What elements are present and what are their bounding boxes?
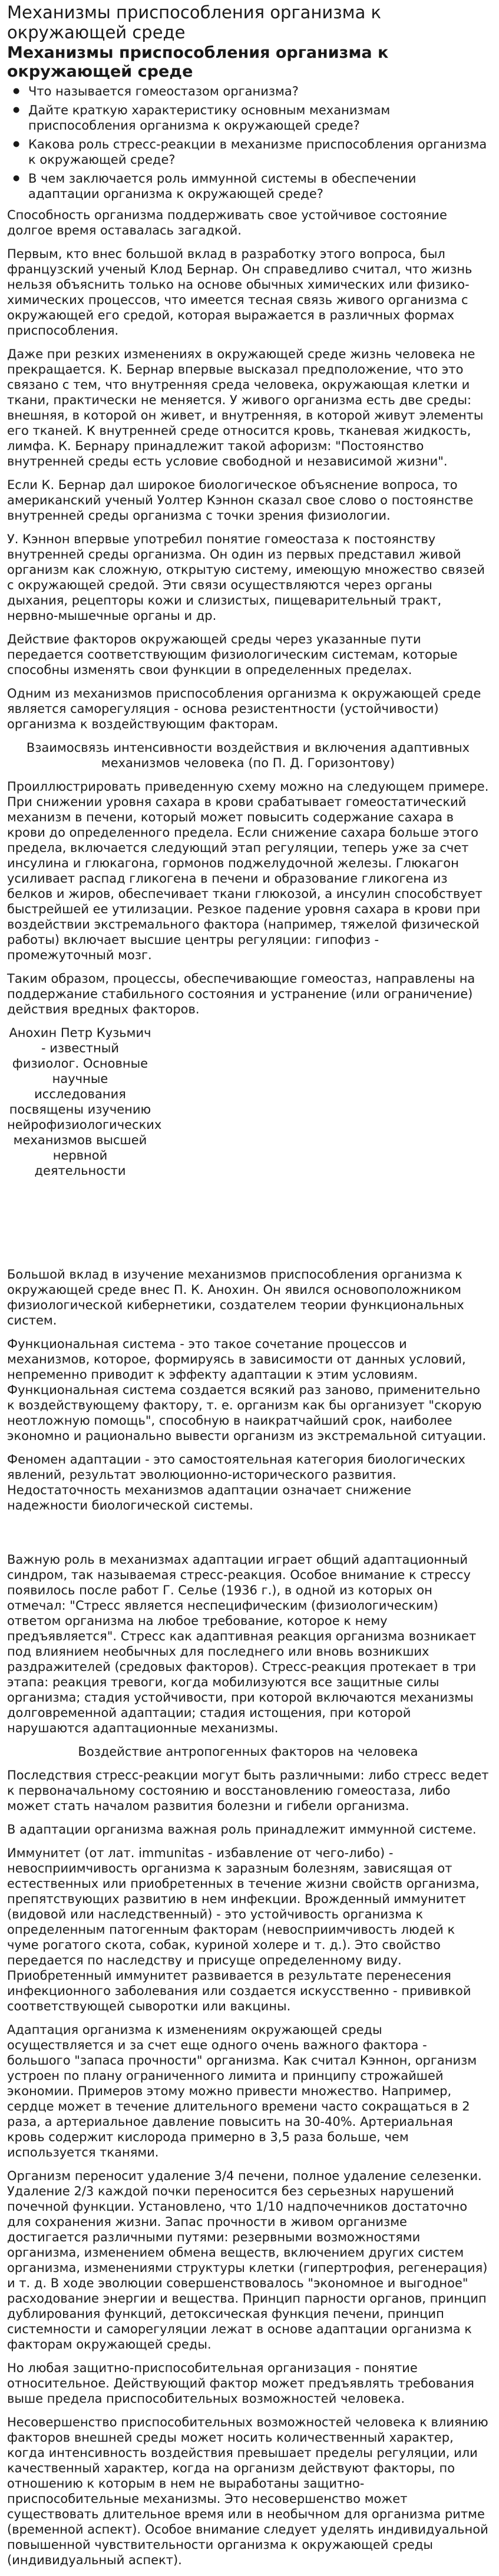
paragraph: Первым, кто внес большой вклад в разработку этого вопроса, был французский ученый Клод Бернар. Он справедливо считал, что жизнь нельзя объяснить только на основе обычных химических или физико-химических процессов, что имеется тесная связь живого организма с окружающей его средой, которая выражается в различных формах приспособления. [7, 247, 472, 338]
paragraph: Если К. Бернар дал широкое биологическое объяснение вопроса, то американский ученый Уолтер Кэннон сказал свое слово о постоянстве внутренней среды организма с точки зрения физиологии. [7, 478, 474, 523]
paragraph: Даже при резких изменениях в окружающей среде жизнь человека не прекращается. К. Бернар впервые высказал предположение, что это связано с тем, что внутренняя среда человека, окружающая клетки и ткани, практически не меняется. У живого организма есть две среды: внешняя, в которой он живет, и внутренняя, в которой живут элементы его тканей. К внутренней среде относится кровь, тканевая жидкость, лимфа. К. Бернару принадлежит такой афоризм: "Постоянство внутренней среды есть условие свободной и независимой жизни". [7, 347, 484, 468]
paragraph: Проиллюстрировать приведенную схему можно на следующем примере. При снижении уровня сахара в крови срабатывает гомеостатический механизм в печени, который может повысить содержание сахара в крови до определенного предела. Если снижение сахара больше этого предела, включается следующий этап регуляции, теперь уже за счет инсулина и глюкагона, гормонов поджелудочной железы. Глюкагон усиливает распад гликогена в печени и образование гликогена из белков и жиров, обеспечивает ткани глюкозой, а инсулин способствует быстрейшей ее утилизации. Резкое падение уровня сахара в крови при воздействии экстремального фактора (например, тяжелой физической работы) включает высшие центры регуляции: гипофиз - промежуточный мозг. [7, 780, 489, 962]
paragraph: Большой вклад в изучение механизмов приспособления организма к окружающей среде внес П. К. Анохин. Он явился основоположником физиологической кибернетики, создателем теории функциональных систем. [7, 1267, 464, 1327]
paragraph: Феномен адаптации - это самостоятельная категория биологических явлений, результат эволюционно-исторического развития. Недостаточность механизмов адаптации означает снижение надежности биологической системы. [7, 1452, 465, 1512]
portrait-placeholder [7, 1178, 489, 1267]
paragraph: Но любая защитно-приспособительная организация - понятие относительное. Действующий фактор может предъявлять требования выше предела приспособительных возможностей человека. [7, 2361, 474, 2406]
list-item: ● В чем заключается роль иммунной системы в обеспечении адаптации организма к окружающей среде? [28, 171, 489, 202]
paragraph: В адаптации организма важная роль принадлежит иммунной системе. [7, 1822, 477, 1837]
paragraph: Организм переносит удаление 3/4 печени, полное удаление селезенки. Удаление 2/3 каждой почки переносится без серьезных нарушений почечной функции. Установлено, что 1/10 надпочечников достаточно для сохранения жизни. Запас прочности в живом организме достигается различными путями: резервными возможностями организма, изменением обмена веществ, включением других систем организма, изменениями структуры клетки (гипертрофия, регенерация) и т. д. В ходе эволюции совершенствовалось "экономное и выгодное" расходование энергии и вещества. Принцип парности органов, принцип дублирования функций, детоксическая функция печени, принцип системности и саморегуляции лежат в основе адаптации организма к факторам окружающей среды. [7, 2169, 488, 2352]
list-item: ● Что называется гомеостазом организма? [28, 84, 489, 99]
paragraph: Несовершенство приспособительных возможностей человека к влиянию факторов внешней среды может носить количественный характер, когда интенсивность воздействия превышает пределы регуляции, или качественный характер, когда на организм действуют факторы, по отношению к которым в нем не выработаны защитно-приспособительные механизмы. Это несовершенство может существовать длительное время или в необычном для организма ритме (временной аспект). Особое внимание следует уделять индивидуальной повышенной чувствительности организма к окружающей среды (индивидуальный аспект). [7, 2415, 488, 2567]
article [7, 0, 489, 2576]
paragraph: У. Кэннон впервые употребил понятие гомеостаза к постоянству внутренней среды организма. Он один из первых представил живой организм как сложную, открытую систему, имеющую множество связей с окружающей средой. Эти связи осуществляются через органы дыхания, рецепторы кожи и слизистых, пищеварительный тракт, нервно-мышечные органы и др. [7, 532, 485, 623]
figure-heading: Воздействие антропогенных факторов на человека [78, 1745, 418, 1759]
paragraph: Действие факторов окружающей среды через указанные пути передается соответствующим физиологическим системам, которые способны изменять свои функции в определенных пределах. [7, 632, 458, 677]
paragraph: Последствия стресс-реакции могут быть различными: либо стресс ведет к первоначальному состоянию и восстановлению гомеостаза, либо может стать началом развития болезни и гибели организма. [7, 1768, 489, 1813]
scheme-heading: Взаимосвязь интенсивности воздействия и включения адаптивных механизмов человека (по П. Д. Горизонтову) [26, 741, 470, 770]
paragraph: Функциональная система - это такое сочетание процессов и механизмов, которое, формируясь в зависимости от данных условий, непременно приводит к эффекту адаптации к этим условиям. Функциональная система создается всякий раз заново, применительно к воздействующему фактору, т. е. организм как бы организует "скорую неотложную помощь", способную в наикратчайший срок, наиболее экономно и рационально вывести организм из экстремальной ситуации. [7, 1337, 487, 1443]
paragraph: Таким образом, процессы, обеспечивающие гомеостаз, направлены на поддержание стабильного состояния и устранение (или ограничение) действия вредных факторов. [7, 972, 475, 1016]
paragraph: Адаптация организма к изменениям окружающей среды осуществляется и за счет еще одного очень важного фактора - большого "запаса прочности" организма. Как считал Кэннон, организм устроен по плану ограниченного лимита и принципу строжайшей экономии. Примеров этому можно привести множество. Например, сердце может в течение длительного времени часто сокращаться в 2 раза, а артериальное давление повысить на 30-40%. Артериальная кровь содержит кислорода примерно в 3,5 раза больше, чем используется тканями. [7, 2023, 477, 2159]
portrait-caption: Анохин Петр Кузьмич - известный физиолог. Основные научные исследования посвящены изучению нейрофизиологических механизмов высшей нервной деятельности [7, 1026, 162, 1178]
spacer [7, 1521, 489, 1552]
page-title: Механизмы приспособления организма к окружающей среде [7, 2, 382, 42]
list-item: ● Какова роль стресс-реакции в механизме приспособления организма к окружающей среде? [28, 137, 489, 167]
questions-list [7, 84, 489, 202]
paragraph: Одним из механизмов приспособления организма к окружающей среде является саморегуляция - основа резистентности (устойчивости) организма к воздействующим факторам. [7, 686, 481, 731]
section-title: Механизмы приспособления организма к окружающей среде [7, 44, 389, 81]
paragraph: Способность организма поддерживать свое устойчивое состояние долгое время оставалась загадкой. [7, 208, 447, 237]
paragraph: Иммунитет (от лат. immunitas - избавление от чего-либо) - невосприимчивость организма к заразным болезням, зависящая от естественных или приобретенных в течение жизни свойств организма, препятствующих развитию в нем инфекции. Врожденный иммунитет (видовой или наследственный) - это устойчивость организма к определенным патогенным факторам (невосприимчивость людей к чуме рогатого скота, собак, куриной холере и т. д.). Это свойство передается по наследству и присуще определенному виду. Приобретенный иммунитет развивается в результате перенесения инфекционного заболевания или создается искусственно - прививкой соответствующей сыворотки или вакцины. [7, 1846, 480, 2013]
paragraph: Важную роль в механизмах адаптации играет общий адаптационный синдром, так называемая стресс-реакция. Особое внимание к стрессу появилось после работ Г. Селье (1936 г.), в одной из которых он отмечал: "Стресс является неспецифическим (физиологическим) ответом организма на любое требование, которое к нему предъявляется". Стресс как адаптивная реакция организма возникает под влиянием необычных для последнего или вновь возникших раздражителей (средовых факторов). Стресс-реакция протекает в три этапа: реакция тревоги, когда мобилизуются все защитные силы организма; стадия устойчивости, при которой включаются механизмы долговременной адаптации; стадия истощения, при которой нарушаются адаптационные механизмы. [7, 1553, 477, 1735]
list-item: ● Дайте краткую характеристику основным механизмам приспособления организма к окружающей среде? [28, 103, 489, 133]
